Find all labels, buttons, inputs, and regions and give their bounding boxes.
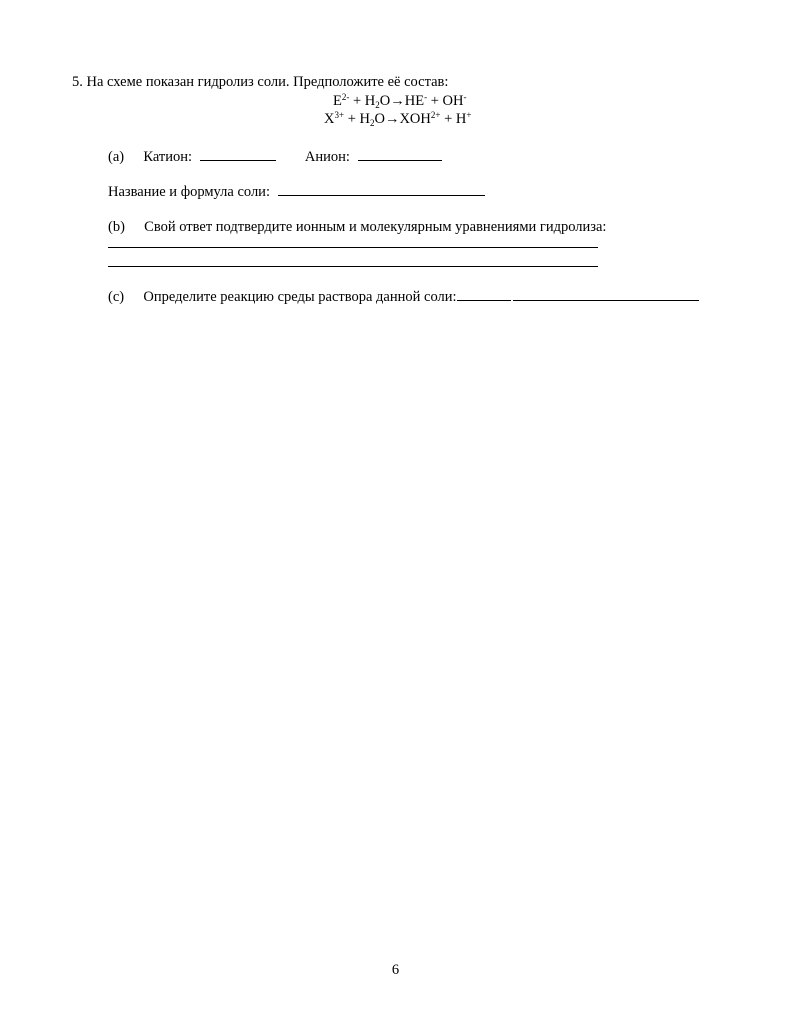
equation-2-left-charge: 3+: [334, 110, 345, 120]
question-number: 5.: [72, 74, 83, 90]
ionic-equation-answer-line[interactable]: [108, 247, 598, 248]
medium-answer-field-short[interactable]: [457, 288, 511, 301]
cation-answer-field[interactable]: [200, 148, 276, 161]
equation-1: $E^{2-} + H_2O\to HE^- + OH^-$: [333, 92, 467, 110]
question-text: На схеме показан гидролиз соли. Предположите её состав:: [86, 74, 449, 90]
anion-answer-field[interactable]: [358, 148, 442, 161]
salt-answer-field[interactable]: [278, 183, 485, 196]
part-b-line: [108, 219, 606, 235]
equation-1-left-charge: 2-: [341, 92, 350, 102]
part-c-line: [108, 288, 699, 305]
salt-line: [108, 183, 485, 200]
part-b-marker: (b): [108, 219, 125, 235]
page-number: 6: [391, 962, 400, 978]
part-b-text: Свой ответ подтвердите ионным и молекулярным уравнениями гидролиза:: [144, 219, 607, 235]
medium-answer-field-long[interactable]: [513, 288, 699, 301]
question-prompt: [72, 74, 448, 90]
part-c-marker: (c): [108, 289, 125, 305]
part-a-line: [108, 148, 442, 165]
salt-label: Название и формула соли:: [108, 184, 270, 200]
anion-label: Анион:: [304, 149, 350, 165]
part-a-marker: (a): [108, 149, 125, 165]
part-c-text: Определите реакцию среды раствора данной соли:: [143, 289, 457, 305]
cation-label: Катион:: [143, 149, 193, 165]
molecular-equation-answer-line[interactable]: [108, 266, 598, 267]
equation-2: $X^{3+} + H_2O\to XOH^{2+} + H^+$: [324, 110, 472, 128]
